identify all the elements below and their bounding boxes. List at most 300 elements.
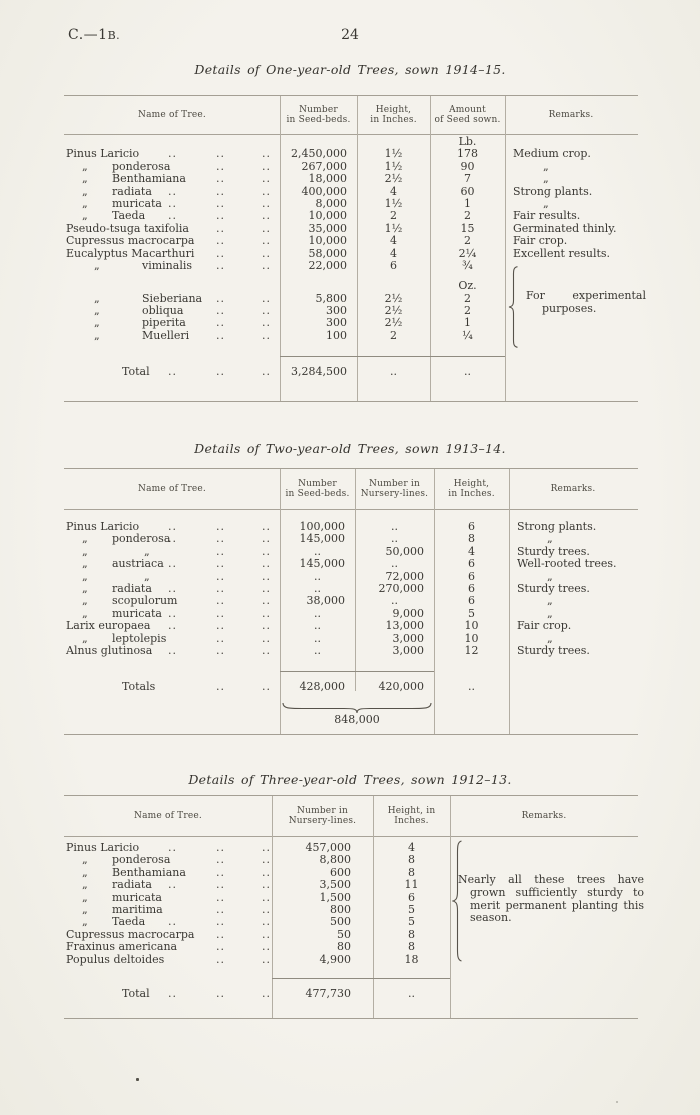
cell: 58,000	[308, 246, 347, 260]
tree-name: radiata	[112, 581, 152, 595]
cell: 3,284,500	[291, 365, 347, 379]
cell: 10,000	[308, 209, 347, 223]
cell: 4,900	[319, 952, 351, 966]
dot-leader: ..	[168, 532, 177, 546]
dot-leader: ..	[216, 147, 225, 161]
dot-leader: ..	[216, 196, 225, 210]
cell: „	[547, 594, 553, 608]
tree-name-cell	[64, 148, 280, 160]
tree-name: Alnus glutinosa	[66, 643, 153, 657]
tree-name-cell	[64, 879, 272, 891]
dot-leader: ..	[262, 221, 271, 235]
dot-leader: ..	[168, 878, 177, 892]
column-header: Height, in Inches.	[448, 478, 495, 499]
cell: 2	[390, 328, 397, 342]
cell: 2	[464, 209, 471, 223]
dot-leader: ..	[262, 532, 271, 546]
ditto-mark: „	[94, 328, 100, 342]
dot-leader: ..	[262, 172, 271, 186]
cell: 2½	[384, 316, 403, 330]
dot-leader: ..	[262, 915, 271, 929]
cell	[450, 854, 638, 866]
cell: Sturdy trees.	[517, 544, 590, 558]
dot-leader: ..	[216, 606, 225, 620]
cell: ..	[391, 520, 398, 533]
total-row	[64, 673, 638, 701]
cell: 600	[330, 865, 351, 879]
cell: ..	[314, 606, 321, 620]
tree-name: maritima	[112, 902, 163, 916]
tree-name-cell	[64, 280, 280, 292]
dot-leader: ..	[262, 680, 271, 694]
dot-leader: ..	[262, 234, 271, 248]
ditto-mark: „	[82, 544, 88, 558]
tree-name: radiata	[112, 184, 152, 198]
dot-leader: ..	[216, 619, 225, 633]
cell	[505, 260, 637, 272]
column-header: Amount of Seed sown.	[434, 104, 501, 125]
dot-leader: ..	[262, 643, 271, 657]
cell: 6	[468, 594, 475, 608]
dot-leader: ..	[262, 878, 271, 892]
cell: 8,800	[319, 853, 351, 867]
dot-leader: ..	[262, 520, 271, 533]
cell: Excellent results.	[513, 246, 611, 260]
cell: ..	[464, 365, 471, 379]
dot-leader: ..	[216, 172, 225, 186]
table-row	[64, 595, 638, 607]
dot-leader: ..	[168, 365, 177, 379]
dot-leader: ..	[262, 631, 271, 645]
cell: Strong plants.	[517, 520, 597, 533]
cell: 3,000	[392, 643, 424, 657]
cell: 5,800	[315, 291, 347, 305]
table-row	[64, 941, 638, 953]
cell: ..	[391, 557, 398, 571]
under-brace	[280, 701, 434, 713]
tree-name-cell	[64, 941, 272, 953]
dot-leader: ..	[216, 557, 225, 571]
dot-leader: ..	[262, 209, 271, 223]
tree-name-cell	[64, 916, 272, 928]
cell: 6	[468, 557, 475, 571]
dot-leader: ..	[262, 291, 271, 305]
dot-leader: ..	[216, 291, 225, 305]
cell	[357, 280, 430, 292]
dot-leader: ..	[262, 246, 271, 260]
cell: 10	[464, 631, 479, 645]
table-row	[64, 148, 638, 160]
dot-leader: ..	[168, 520, 177, 533]
dot-leader: ..	[262, 569, 271, 583]
dot-leader: ..	[262, 841, 271, 854]
cell: 4	[468, 544, 475, 558]
dot-leader: ..	[216, 878, 225, 892]
cell: 1	[464, 316, 471, 330]
dot-leader: ..	[216, 234, 225, 248]
cell: 22,000	[308, 258, 347, 272]
cell: 72,000	[385, 569, 424, 583]
dot-leader: ..	[216, 952, 225, 966]
tree-name-cell	[64, 954, 272, 966]
cell: 428,000	[299, 680, 345, 694]
dot-leader: ..	[216, 841, 225, 854]
dot-leader: ..	[216, 365, 225, 379]
total-rule	[272, 978, 450, 979]
cell: 80	[337, 940, 351, 954]
tree-name: viminalis	[142, 258, 193, 272]
tree-name: Benthamiana	[112, 865, 186, 879]
cell: Medium crop.	[513, 147, 591, 161]
tree-name-cell	[64, 595, 280, 607]
dot-leader: ..	[216, 221, 225, 235]
cell: 18,000	[308, 172, 347, 186]
tree-name: scopulorum	[112, 594, 178, 608]
table-title: Details of Three-year-old Trees, sown 1912–13.	[188, 772, 512, 787]
ditto-mark: „	[82, 902, 88, 916]
dot-leader: ..	[262, 619, 271, 633]
cell: 13,000	[385, 619, 424, 633]
table-row	[64, 173, 638, 185]
cell: 2	[464, 234, 471, 248]
tree-name: muricata	[112, 890, 162, 904]
document-reference-suffix: B.	[107, 29, 121, 42]
dot-leader: ..	[216, 569, 225, 583]
cell	[505, 366, 637, 386]
cell: 3,500	[319, 878, 351, 892]
dot-leader: ..	[262, 853, 271, 867]
dot-leader: ..	[216, 890, 225, 904]
cell: 8,000	[315, 196, 347, 210]
dot-leader: ..	[216, 520, 225, 533]
dot-leader: ..	[262, 304, 271, 318]
cell: 300	[326, 316, 347, 330]
cell: „	[547, 606, 553, 620]
ditto-mark: „	[82, 172, 88, 186]
table-rows	[64, 521, 638, 727]
tree-name: Pinus Laricio	[66, 520, 140, 533]
tree-name: Fraxinus americana	[66, 940, 178, 954]
dot-leader: ..	[216, 986, 225, 1000]
cell: 2½	[384, 172, 403, 186]
cell: ..	[314, 569, 321, 583]
table-title: Details of Two-year-old Trees, sown 1913–14.	[194, 441, 506, 456]
cell: 90	[460, 159, 475, 173]
dot-leader: ..	[216, 316, 225, 330]
tree-name: muricata	[112, 196, 162, 210]
dot-leader: ..	[216, 631, 225, 645]
dot-leader: ..	[216, 594, 225, 608]
cell: 60	[460, 184, 475, 198]
row-spacer	[64, 272, 638, 280]
dot-leader: ..	[262, 927, 271, 941]
dot-leader: ..	[262, 328, 271, 342]
cell: 1½	[384, 147, 403, 161]
column-header: Remarks.	[550, 483, 596, 494]
dot-leader: ..	[262, 890, 271, 904]
column-header: Number in Seed-beds.	[286, 104, 351, 125]
tree-name: radiata	[112, 878, 152, 892]
tree-name-cell	[64, 235, 280, 247]
cell: 100	[326, 328, 347, 342]
ditto-mark: „	[82, 631, 88, 645]
dot-leader: ..	[168, 209, 177, 223]
ditto-mark: „	[82, 878, 88, 892]
dot-leader: ..	[262, 365, 271, 379]
cell: ..	[408, 986, 415, 1000]
column-header: Name of Tree.	[138, 109, 206, 120]
cell: ..	[314, 581, 321, 595]
ditto-mark: „	[82, 915, 88, 929]
dot-leader: ..	[262, 258, 271, 272]
cell: 1,500	[319, 890, 351, 904]
brace-remark: Nearly all these trees have grown sufficiently sturdy to merit permanent planting this season.	[458, 873, 644, 925]
ditto-mark: „	[82, 581, 88, 595]
cell: ..	[314, 643, 321, 657]
cell: 8	[408, 853, 415, 867]
table-row	[64, 645, 638, 657]
table-row	[64, 533, 638, 545]
dot-leader: ..	[262, 865, 271, 879]
cell: 9,000	[392, 606, 424, 620]
ditto-mark: „	[82, 890, 88, 904]
table-row	[64, 620, 638, 632]
dot-leader: ..	[262, 952, 271, 966]
cell: 6	[468, 520, 475, 533]
cell: Fair results.	[513, 209, 581, 223]
tree-name: „	[144, 544, 150, 558]
dot-leader: ..	[168, 643, 177, 657]
cell: 178	[457, 147, 478, 161]
cell	[450, 954, 638, 966]
cell: 15	[460, 221, 475, 235]
dot-leader: ..	[216, 853, 225, 867]
cell: 50	[337, 927, 351, 941]
cell: 35,000	[308, 221, 347, 235]
cell	[450, 988, 638, 1008]
brace-remark: For experimental purposes.	[526, 289, 646, 315]
tree-name: Total	[122, 365, 150, 379]
column-header: Height, in Inches.	[387, 805, 436, 826]
dot-leader: ..	[168, 184, 177, 198]
cell: 4	[390, 234, 397, 248]
cell: 477,730	[305, 986, 351, 1000]
ink-speck	[616, 1101, 618, 1103]
cell: 100,000	[299, 520, 345, 533]
dot-leader: ..	[216, 328, 225, 342]
dot-leader: ..	[216, 915, 225, 929]
cell: Strong plants.	[513, 184, 593, 198]
cell: 6	[390, 258, 397, 272]
tree-name: Muelleri	[142, 328, 190, 342]
tree-name: Cupressus macrocarpa	[66, 234, 195, 248]
dot-leader: ..	[216, 304, 225, 318]
dot-leader: ..	[262, 594, 271, 608]
dot-leader: ..	[262, 986, 271, 1000]
tree-name: ponderosa	[112, 853, 171, 867]
dot-leader: ..	[216, 544, 225, 558]
cell: 8	[408, 927, 415, 941]
cell: 270,000	[378, 581, 424, 595]
tree-name-cell	[64, 558, 280, 570]
cell: ..	[391, 532, 398, 546]
column-header: Number in Nursery-lines.	[360, 478, 429, 499]
table-two-year-old	[64, 468, 638, 735]
dot-leader: ..	[262, 606, 271, 620]
cell: 8	[408, 865, 415, 879]
tree-name: muricata	[112, 606, 162, 620]
cell: 267,000	[301, 159, 347, 173]
cell: 5	[408, 902, 415, 916]
cell: „	[547, 569, 553, 583]
ditto-mark: „	[94, 258, 100, 272]
cell: 1	[464, 196, 471, 210]
header-rule	[64, 509, 638, 510]
cell: „	[543, 196, 549, 210]
tree-name-cell	[64, 681, 280, 701]
cell: Fair crop.	[517, 619, 572, 633]
cell: „	[547, 631, 553, 645]
cell: ..	[314, 544, 321, 558]
tree-name-cell	[64, 317, 280, 329]
dot-leader: ..	[216, 184, 225, 198]
dot-leader: ..	[262, 940, 271, 954]
cell: 4	[390, 184, 397, 198]
tree-name: leptolepis	[112, 631, 167, 645]
tree-name-cell	[64, 854, 272, 866]
ditto-mark: „	[82, 209, 88, 223]
ditto-mark: „	[82, 865, 88, 879]
table-row	[64, 235, 638, 247]
dot-leader: ..	[168, 557, 177, 571]
cell: ¾	[462, 258, 473, 272]
ditto-mark: „	[82, 196, 88, 210]
tree-name: Taeda	[112, 915, 146, 929]
cell: „	[543, 159, 549, 173]
cell: 10	[464, 619, 479, 633]
dot-leader: ..	[262, 159, 271, 173]
ditto-mark: „	[94, 291, 100, 305]
dot-leader: ..	[262, 557, 271, 571]
cell: 4	[390, 246, 397, 260]
cell: 2	[390, 209, 397, 223]
cell: 145,000	[299, 532, 345, 546]
dot-leader: ..	[168, 841, 177, 854]
tree-name: Pseudo-tsuga taxifolia	[66, 221, 189, 235]
table-header	[64, 469, 638, 509]
ditto-mark: „	[94, 304, 100, 318]
cell: 800	[330, 902, 351, 916]
dot-leader: ..	[216, 581, 225, 595]
tree-name-cell	[64, 210, 280, 222]
dot-leader: ..	[216, 927, 225, 941]
tree-name-cell	[64, 173, 280, 185]
cell: 3,000	[392, 631, 424, 645]
total-rule	[280, 671, 434, 672]
cell: 300	[326, 304, 347, 318]
column-header: Name of Tree.	[134, 810, 202, 821]
cell: 4	[408, 841, 415, 854]
dot-leader: ..	[262, 581, 271, 595]
dot-leader: ..	[216, 209, 225, 223]
ditto-mark: „	[82, 594, 88, 608]
tree-name: Cupressus macrocarpa	[66, 927, 195, 941]
cell	[450, 842, 638, 854]
cell: Oz.	[458, 279, 477, 293]
cell: 2½	[384, 291, 403, 305]
cell: 5	[408, 915, 415, 929]
cell: Germinated thinly.	[513, 221, 617, 235]
dot-leader: ..	[262, 544, 271, 558]
tree-name: obliqua	[142, 304, 184, 318]
dot-leader: ..	[216, 246, 225, 260]
tree-name: Benthamiana	[112, 172, 186, 186]
cell	[450, 929, 638, 941]
dot-leader: ..	[262, 902, 271, 916]
table-row	[64, 260, 638, 272]
cell: 7	[464, 172, 471, 186]
ditto-mark: „	[82, 606, 88, 620]
cell: 2½	[384, 304, 403, 318]
cell: Fair crop.	[513, 234, 568, 248]
cell: ..	[314, 631, 321, 645]
totals-sum	[280, 701, 434, 727]
cell: 5	[468, 606, 475, 620]
cell: Sturdy trees.	[517, 643, 590, 657]
cell: 1½	[384, 221, 403, 235]
tree-name: „	[144, 569, 150, 583]
dot-leader: ..	[168, 147, 177, 161]
tree-name: Taeda	[112, 209, 146, 223]
dot-leader: ..	[168, 196, 177, 210]
dot-leader: ..	[262, 196, 271, 210]
tree-name-cell	[64, 366, 280, 386]
cell: 38,000	[306, 594, 345, 608]
ditto-mark: „	[82, 532, 88, 546]
tree-name: ponderosa	[112, 532, 171, 546]
dot-leader: ..	[216, 865, 225, 879]
table-one-year-old	[64, 95, 646, 402]
table-row	[64, 330, 638, 342]
tree-name-cell	[64, 620, 280, 632]
dot-leader: ..	[262, 184, 271, 198]
column-header: Remarks.	[548, 109, 594, 120]
cell: 6	[468, 569, 475, 583]
cell	[280, 280, 357, 292]
cell: 1½	[384, 196, 403, 210]
dot-leader: ..	[216, 159, 225, 173]
total-row	[64, 358, 638, 386]
cell: ..	[314, 619, 321, 633]
cell: ..	[391, 594, 398, 608]
cell: 500	[330, 915, 351, 929]
cell: 6	[468, 581, 475, 595]
cell: 457,000	[305, 841, 351, 854]
table-header	[64, 96, 638, 134]
cell: 145,000	[299, 557, 345, 571]
dot-leader: ..	[216, 258, 225, 272]
cell: 11	[404, 878, 419, 892]
curly-brace	[508, 266, 519, 348]
table-row	[64, 317, 638, 329]
tree-name: Pinus Laricio	[66, 147, 140, 161]
cell: 18	[404, 952, 419, 966]
dot-leader: ..	[262, 147, 271, 161]
tree-name: piperita	[142, 316, 186, 330]
ditto-mark: „	[82, 159, 88, 173]
table-row	[64, 210, 638, 222]
tree-name: Larix europaea	[66, 619, 151, 633]
